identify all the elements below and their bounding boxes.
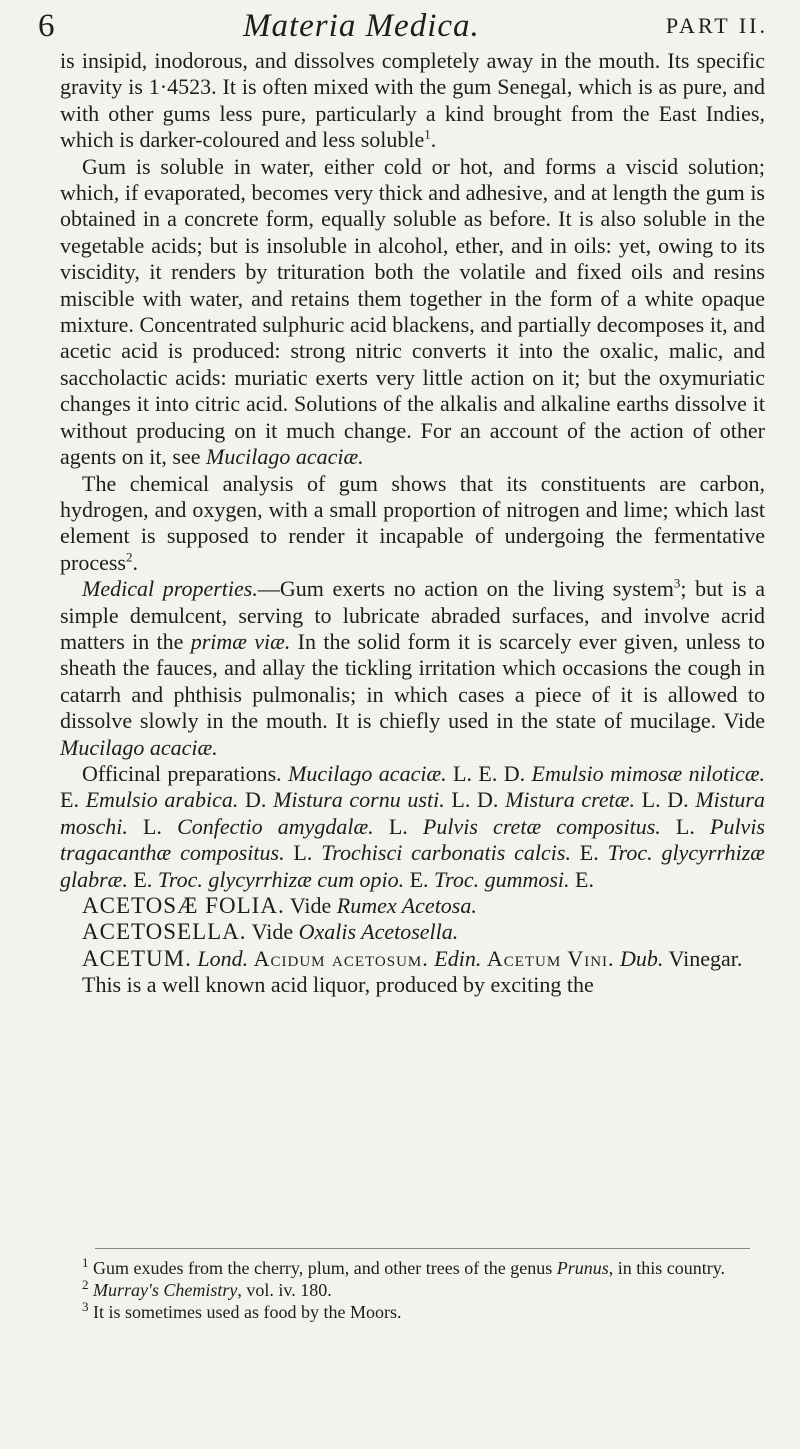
text-run: Troc. glycyrrhizæ cum opio. [157, 866, 405, 892]
text-run: Troc. gummosi. [434, 866, 570, 892]
text-run: Pulvis cretæ compositus. [422, 813, 661, 839]
text-run: Acetum Vini. [486, 945, 615, 971]
footnote-ref: 3 [82, 1299, 89, 1314]
text-run: E. [60, 787, 86, 813]
paragraph [60, 972, 765, 998]
text-run: Emulsio mimosæ niloticæ. [531, 760, 765, 786]
text-run: Confectio amygdalæ. [177, 813, 374, 839]
footnotes [60, 1257, 765, 1323]
text-run: Mucilago acaciæ. [206, 444, 364, 470]
text-run: The chemical analysis of gum shows that its constituents are carbon, hydrogen, and oxygen, with a small proportion of nitrogen and lime; which last element is supposed to render it incapable of undergoing the fermentative process [60, 470, 765, 575]
footnote-divider [95, 1248, 750, 1249]
text-run: Murray's [93, 1280, 159, 1300]
text-run: L. D. [444, 787, 506, 813]
text-run: L. [373, 813, 423, 839]
text-run: Mistura cretæ. [505, 787, 635, 813]
paragraph [60, 471, 765, 577]
text-run: Vinegar. [663, 945, 743, 971]
text-run: E. [127, 866, 158, 892]
text-run: ACETOSELLA. [82, 919, 247, 945]
text-run: D. [238, 787, 274, 813]
footnote [60, 1279, 765, 1301]
text-run: Mistura moschi. [60, 787, 765, 839]
footnote-ref: 2 [125, 549, 133, 565]
entry-heading [60, 919, 765, 945]
text-run: Vide [246, 919, 299, 945]
text-run: . [132, 549, 138, 575]
paragraph [60, 576, 765, 761]
text-run: In the solid form it is scarcely ever given, unless to sheath the fauces, and allay the tickling irritation which occasions the cough in catarrh and phthisis pulmonalis; in which cases a piece of it is allowed to dissolve slowly in the mouth. It is chiefly used in the state of mucilage. Vide [60, 628, 766, 734]
text-run: Trochisci carbonatis calcis. [321, 840, 571, 866]
text-run: . [430, 127, 437, 153]
text-run: is insipid, inodorous, and dissolves completely away in the mouth. Its specific gravity is 1·4523. It is often mixed with the gum Senegal, which is as pure, and with other gums less pure, particularly a kind brought from the East Indies, which is darker-coloured and less soluble [60, 48, 765, 153]
text-run: Acidum acetosum. [253, 945, 429, 971]
text-run: , in this country. [608, 1258, 726, 1278]
text-run: Dub. [620, 945, 664, 971]
text-run: This is a well known acid liquor, produced by exciting the [82, 972, 594, 998]
text-run: Mistura cornu usti. [273, 787, 445, 813]
text-run: ACETOSÆ FOLIA. [82, 893, 285, 918]
text-run: Edin. [434, 945, 482, 971]
text-run: L. E. D. [446, 760, 532, 786]
text-run: Gum exudes from the cherry, plum, and other trees of the genus [88, 1258, 557, 1278]
text-run: ; but is a simple demulcent, serving to lubricate abraded surfaces, and involve acrid matters in the [60, 576, 765, 654]
text-run: primæ viæ. [190, 628, 291, 654]
text-run: E. [570, 840, 608, 866]
text-run: L. [127, 813, 178, 839]
text-run: Officinal preparations. [82, 760, 289, 786]
running-title: Materia Medica. [243, 8, 480, 44]
text-run: Lond. [197, 945, 249, 971]
text-run: Medical properties. [82, 576, 258, 602]
text-run: Troc. glycyrrhizæ glabræ. [60, 840, 765, 892]
footnote-ref: 2 [82, 1277, 89, 1292]
text-run: L. D. [634, 787, 696, 813]
footnote-ref: 1 [424, 126, 431, 142]
paragraph [60, 761, 765, 893]
text-run: E. [404, 866, 435, 892]
text-run: , vol. iv. 180. [237, 1280, 332, 1300]
footnote-ref: 3 [673, 575, 681, 591]
text-run: L. [284, 840, 322, 866]
paragraph [60, 48, 765, 154]
text-run: —Gum exerts no action on the living system [257, 576, 674, 602]
text-run: Vide [284, 893, 337, 918]
text-run: Pulvis tragacanthæ compositus. [60, 813, 765, 866]
footnote [60, 1301, 765, 1323]
text-run: Rumex Acetosa. [336, 893, 477, 918]
text-run: Chemistry [163, 1280, 238, 1300]
text-run: Prunus [556, 1258, 609, 1278]
running-header [38, 6, 768, 46]
text-run: E. [569, 866, 594, 892]
text-run: L. [660, 813, 710, 839]
text-run: ACETUM. [82, 945, 192, 971]
text-run: Oxalis Acetosella. [298, 919, 459, 945]
page-number: 6 [38, 8, 55, 44]
text-run: Emulsio arabica. [85, 787, 239, 813]
text-run: Mucilago acaciæ. [60, 734, 218, 760]
text-run: It is sometimes used as food by the Moors. [88, 1302, 402, 1322]
paragraph [60, 154, 765, 471]
footnote [60, 1257, 765, 1279]
entry-heading [60, 946, 765, 972]
footnote-ref: 1 [82, 1255, 89, 1270]
text-run: Mucilago acaciæ. [288, 760, 447, 786]
body-text [60, 48, 765, 999]
part-label: PART II. [665, 13, 768, 38]
entry-heading [60, 893, 765, 919]
text-run: Gum is soluble in water, either cold or hot, and forms a viscid solution; which, if evaporated, becomes very thick and adhesive, and at length the gum is obtained in a concrete form, equally soluble as before. It is also soluble in the vegetable acids; but is insoluble in alcohol, ether, and in oils: yet, owing to its viscidity, it renders by trituration both the volatile and fixed oils and resins miscible with water, and retains them together in the form of a white opaque mixture. Concentrated sulphuric acid blackens, and partially decomposes it, and acetic acid is produced: strong nitric converts it into the oxalic, malic, and saccholactic acids: muriatic exerts very little action on it; but the oxymuriatic changes it into citric acid. Solutions of the alkalis and alkaline earths dissolve it without producing on it much change. For an account of the action of other agents on it, see [60, 153, 765, 470]
